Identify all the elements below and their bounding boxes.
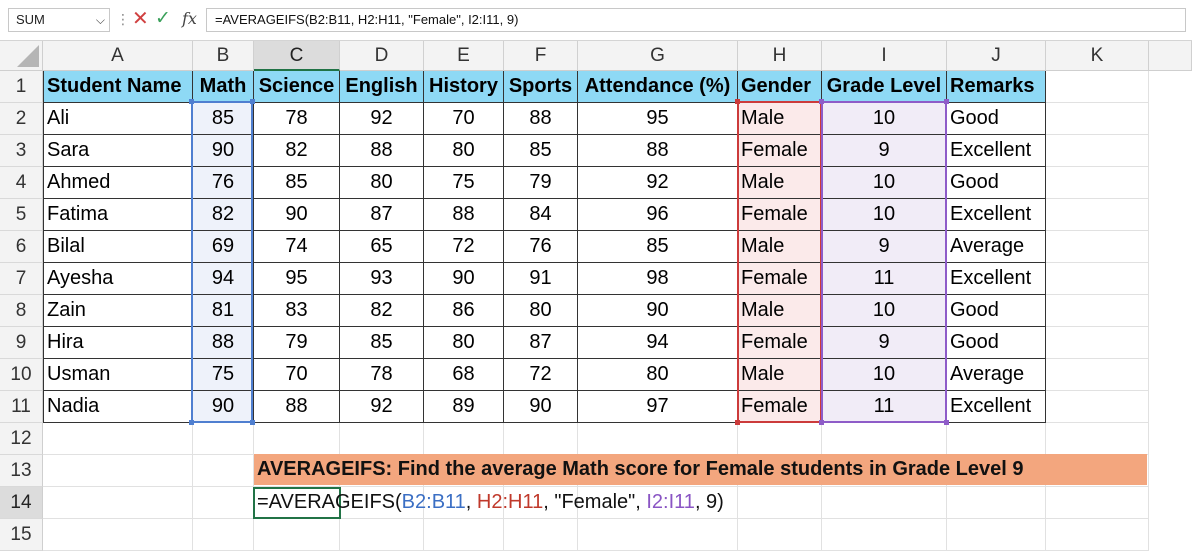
cell-english[interactable]: 82 [340, 295, 424, 327]
empty-cell[interactable] [738, 519, 822, 551]
cell-grade-level[interactable]: 9 [822, 135, 947, 167]
cell-sports[interactable]: 79 [504, 167, 578, 199]
cell-grade-level[interactable]: 10 [822, 359, 947, 391]
column-header-c[interactable]: C [254, 41, 340, 71]
table-row [43, 327, 1192, 359]
cell-attendance[interactable]: 90 [578, 295, 738, 327]
cell-remarks[interactable]: Good [947, 167, 1046, 199]
range-handle-i-tl[interactable] [819, 99, 824, 104]
empty-cell[interactable] [738, 487, 822, 519]
empty-cell[interactable] [822, 519, 947, 551]
cell-grade-level[interactable]: 10 [822, 167, 947, 199]
cell-k[interactable] [1046, 167, 1149, 199]
row-header-1[interactable]: 1 [0, 71, 43, 103]
cell-grade-level[interactable]: 9 [822, 231, 947, 263]
cell-attendance[interactable]: 92 [578, 167, 738, 199]
cell-attendance[interactable]: 88 [578, 135, 738, 167]
cell-grade-level[interactable]: 11 [822, 263, 947, 295]
table-row [43, 167, 1192, 199]
formula-bar-grip-icon: ⋮ [116, 11, 129, 27]
cell-science[interactable]: 79 [254, 327, 340, 359]
cell-remarks[interactable]: Good [947, 327, 1046, 359]
cell-english[interactable]: 85 [340, 327, 424, 359]
range-handle-h-tl[interactable] [735, 99, 740, 104]
header-cell-remarks[interactable]: Remarks [947, 71, 1046, 103]
cell-science[interactable]: 74 [254, 231, 340, 263]
empty-cell[interactable] [947, 423, 1046, 455]
cell-gender[interactable]: Male [738, 103, 822, 135]
row-header-13[interactable]: 13 [0, 455, 43, 487]
column-header-j[interactable]: J [947, 41, 1046, 71]
cell-student-name[interactable]: Fatima [43, 199, 193, 231]
empty-cell[interactable] [424, 519, 504, 551]
empty-cell[interactable] [193, 519, 254, 551]
cell-math[interactable]: 76 [193, 167, 254, 199]
empty-row [43, 423, 1192, 455]
row-header-8[interactable]: 8 [0, 295, 43, 327]
cell-science[interactable]: 78 [254, 103, 340, 135]
cell-gender[interactable]: Female [738, 263, 822, 295]
in-cell-formula[interactable] [257, 487, 724, 518]
cell-student-name[interactable]: Zain [43, 295, 193, 327]
range-handle-b-br[interactable] [250, 420, 255, 425]
cell-gender[interactable]: Male [738, 167, 822, 199]
formula-bar [0, 0, 1192, 40]
cell-attendance[interactable]: 85 [578, 231, 738, 263]
empty-cell[interactable] [822, 423, 947, 455]
cell-sports[interactable]: 91 [504, 263, 578, 295]
cell-history[interactable]: 86 [424, 295, 504, 327]
cell-k[interactable] [1046, 199, 1149, 231]
row-header-9[interactable]: 9 [0, 327, 43, 359]
cell-sports[interactable]: 87 [504, 327, 578, 359]
cell-sports[interactable]: 76 [504, 231, 578, 263]
cell-remarks[interactable]: Excellent [947, 199, 1046, 231]
cell-k1[interactable] [1046, 71, 1149, 103]
cell-math[interactable]: 94 [193, 263, 254, 295]
cell-history[interactable]: 80 [424, 135, 504, 167]
table-row [43, 135, 1192, 167]
row-header-12[interactable]: 12 [0, 423, 43, 455]
empty-cell[interactable] [43, 455, 193, 487]
cell-history[interactable]: 72 [424, 231, 504, 263]
empty-cell[interactable] [1046, 487, 1149, 519]
cell-history[interactable]: 68 [424, 359, 504, 391]
cell-grade-level[interactable]: 9 [822, 327, 947, 359]
cell-gender[interactable]: Male [738, 359, 822, 391]
range-handle-i-br[interactable] [944, 420, 949, 425]
table-header-row [43, 71, 1192, 103]
row-header-11[interactable]: 11 [0, 391, 43, 423]
cell-sports[interactable]: 90 [504, 391, 578, 423]
cell-english[interactable]: 93 [340, 263, 424, 295]
table-row [43, 103, 1192, 135]
column-header-i[interactable]: I [822, 41, 947, 71]
cell-grade-level[interactable]: 10 [822, 199, 947, 231]
formula-suffix: , 9) [694, 491, 724, 513]
range-handle-b-tr[interactable] [250, 99, 255, 104]
cell-english[interactable]: 88 [340, 135, 424, 167]
cell-history[interactable]: 88 [424, 199, 504, 231]
cell-student-name[interactable]: Usman [43, 359, 193, 391]
cell-science[interactable]: 88 [254, 391, 340, 423]
cell-remarks[interactable]: Excellent [947, 263, 1046, 295]
table-row [43, 295, 1192, 327]
cell-gender[interactable]: Female [738, 199, 822, 231]
empty-cell[interactable] [340, 423, 424, 455]
insert-function-icon[interactable]: fx [182, 9, 197, 28]
formula-ref-b2-b11: B2:B11 [401, 491, 466, 513]
cell-history[interactable]: 89 [424, 391, 504, 423]
empty-cell[interactable] [578, 519, 738, 551]
cell-k[interactable] [1046, 295, 1149, 327]
empty-cell[interactable] [254, 423, 340, 455]
table-row [43, 199, 1192, 231]
cancel-icon[interactable]: ✕ [132, 8, 149, 30]
range-handle-b-tl[interactable] [189, 99, 194, 104]
empty-row [43, 519, 1192, 551]
cell-gender[interactable]: Female [738, 391, 822, 423]
empty-cell[interactable] [578, 423, 738, 455]
cell-grade-level[interactable]: 11 [822, 391, 947, 423]
row-header-10[interactable]: 10 [0, 359, 43, 391]
empty-cell[interactable] [947, 487, 1046, 519]
formula-prefix: =AVERAGEIFS( [257, 491, 402, 513]
cell-math[interactable]: 85 [193, 103, 254, 135]
cell-english[interactable]: 87 [340, 199, 424, 231]
formula-ref-i2-i11: I2:I11 [646, 491, 695, 513]
cell-history[interactable]: 75 [424, 167, 504, 199]
range-handle-h-bl[interactable] [735, 420, 740, 425]
empty-cell[interactable] [340, 519, 424, 551]
cell-gender[interactable]: Female [738, 327, 822, 359]
name-box[interactable] [8, 8, 110, 32]
column-header-g[interactable]: G [578, 41, 738, 71]
column-header-f[interactable]: F [504, 41, 578, 71]
cell-k[interactable] [1046, 359, 1149, 391]
cell-sports[interactable]: 88 [504, 103, 578, 135]
cell-science[interactable]: 82 [254, 135, 340, 167]
row-headers [0, 71, 43, 551]
cell-math[interactable]: 90 [193, 135, 254, 167]
cell-history[interactable]: 80 [424, 327, 504, 359]
averageifs-title-cell[interactable]: AVERAGEIFS: Find the average Math score for Female students in Grade Level 9 [254, 454, 1147, 485]
cell-student-name[interactable]: Bilal [43, 231, 193, 263]
empty-cell[interactable] [947, 519, 1046, 551]
empty-cell[interactable] [43, 519, 193, 551]
cell-attendance[interactable]: 97 [578, 391, 738, 423]
cell-english[interactable]: 92 [340, 103, 424, 135]
row-header-15[interactable]: 15 [0, 519, 43, 551]
cell-k[interactable] [1046, 327, 1149, 359]
cell-attendance[interactable]: 96 [578, 199, 738, 231]
formula-input[interactable]: =AVERAGEIFS(B2:B11, H2:H11, "Female", I2:I11, 9) [206, 8, 1186, 32]
table-row [43, 263, 1192, 295]
row-header-5[interactable]: 5 [0, 199, 43, 231]
formula-ref-h2-h11: H2:H11 [476, 491, 544, 513]
cell-k[interactable] [1046, 103, 1149, 135]
name-box-value: SUM [16, 12, 45, 27]
column-header-d[interactable]: D [340, 41, 424, 71]
cell-attendance[interactable]: 95 [578, 103, 738, 135]
cell-sports[interactable]: 84 [504, 199, 578, 231]
cell-english[interactable]: 92 [340, 391, 424, 423]
range-handle-i-bl[interactable] [819, 420, 824, 425]
column-header-a[interactable]: A [43, 41, 193, 71]
cell-student-name[interactable]: Sara [43, 135, 193, 167]
cell-grade-level[interactable]: 10 [822, 295, 947, 327]
column-header-b[interactable]: B [193, 41, 254, 71]
cell-math[interactable]: 90 [193, 391, 254, 423]
cell-math[interactable]: 81 [193, 295, 254, 327]
cell-remarks[interactable]: Excellent [947, 391, 1046, 423]
column-header-e[interactable]: E [424, 41, 504, 71]
cell-english[interactable]: 78 [340, 359, 424, 391]
cell-attendance[interactable]: 94 [578, 327, 738, 359]
empty-cell[interactable] [1046, 519, 1149, 551]
cell-gender[interactable]: Female [738, 135, 822, 167]
chevron-down-icon[interactable]: ⌵ [95, 13, 105, 27]
formula-criteria: , "Female", [543, 491, 647, 513]
empty-cell[interactable] [193, 423, 254, 455]
formula-sep: , [465, 491, 477, 513]
header-cell-attendance[interactable]: Attendance (%) [578, 71, 738, 103]
cell-grade-level[interactable]: 10 [822, 103, 947, 135]
empty-cell[interactable] [193, 487, 254, 519]
header-cell-history[interactable]: History [424, 71, 504, 103]
cell-math[interactable]: 75 [193, 359, 254, 391]
cell-k[interactable] [1046, 231, 1149, 263]
header-cell-gender[interactable]: Gender [738, 71, 822, 103]
cell-student-name[interactable]: Hira [43, 327, 193, 359]
cell-student-name[interactable]: Nadia [43, 391, 193, 423]
column-headers [43, 41, 1192, 71]
empty-cell[interactable] [822, 487, 947, 519]
cell-english[interactable]: 80 [340, 167, 424, 199]
cell-sports[interactable]: 85 [504, 135, 578, 167]
cell-remarks[interactable]: Good [947, 295, 1046, 327]
header-cell-student-name[interactable]: Student Name [43, 71, 193, 103]
cell-remarks[interactable]: Good [947, 103, 1046, 135]
cell-attendance[interactable]: 80 [578, 359, 738, 391]
column-header-overflow [1149, 41, 1192, 71]
cell-remarks[interactable]: Average [947, 359, 1046, 391]
cell-gender[interactable]: Male [738, 295, 822, 327]
header-cell-science[interactable]: Science [254, 71, 340, 103]
header-cell-sports[interactable]: Sports [504, 71, 578, 103]
row-header-2[interactable]: 2 [0, 103, 43, 135]
cell-gender[interactable]: Male [738, 231, 822, 263]
empty-cell[interactable] [43, 423, 193, 455]
empty-cell[interactable] [254, 519, 340, 551]
cell-k[interactable] [1046, 135, 1149, 167]
cell-attendance[interactable]: 98 [578, 263, 738, 295]
empty-cell[interactable] [504, 423, 578, 455]
cell-science[interactable]: 95 [254, 263, 340, 295]
empty-cell[interactable] [43, 487, 193, 519]
row-header-3[interactable]: 3 [0, 135, 43, 167]
empty-cell[interactable] [738, 423, 822, 455]
cell-history[interactable]: 90 [424, 263, 504, 295]
cell-sports[interactable]: 72 [504, 359, 578, 391]
cell-student-name[interactable]: Ali [43, 103, 193, 135]
row-header-4[interactable]: 4 [0, 167, 43, 199]
header-cell-english[interactable]: English [340, 71, 424, 103]
cell-science[interactable]: 85 [254, 167, 340, 199]
row-header-6[interactable]: 6 [0, 231, 43, 263]
range-handle-b-bl[interactable] [189, 420, 194, 425]
cell-english[interactable]: 65 [340, 231, 424, 263]
cell-science[interactable]: 83 [254, 295, 340, 327]
column-header-k[interactable]: K [1046, 41, 1149, 71]
table-row [43, 359, 1192, 391]
cell-remarks[interactable]: Average [947, 231, 1046, 263]
select-all-button[interactable] [0, 41, 43, 71]
cell-k[interactable] [1046, 391, 1149, 423]
table-row [43, 391, 1192, 423]
cell-math[interactable]: 69 [193, 231, 254, 263]
cell-math[interactable]: 82 [193, 199, 254, 231]
column-header-h[interactable]: H [738, 41, 822, 71]
cell-history[interactable]: 70 [424, 103, 504, 135]
empty-cell[interactable] [424, 423, 504, 455]
header-cell-math[interactable]: Math [193, 71, 254, 103]
cell-science[interactable]: 90 [254, 199, 340, 231]
cell-math[interactable]: 88 [193, 327, 254, 359]
cell-student-name[interactable]: Ayesha [43, 263, 193, 295]
enter-check-icon[interactable]: ✓ [155, 8, 171, 29]
cell-sports[interactable]: 80 [504, 295, 578, 327]
worksheet-grid [0, 41, 1192, 551]
cell-remarks[interactable]: Excellent [947, 135, 1046, 167]
cell-k[interactable] [1046, 263, 1149, 295]
empty-cell[interactable] [193, 455, 254, 487]
range-handle-i-tr[interactable] [944, 99, 949, 104]
cell-student-name[interactable]: Ahmed [43, 167, 193, 199]
row-header-14[interactable]: 14 [0, 487, 43, 519]
empty-cell[interactable] [504, 519, 578, 551]
row-header-7[interactable]: 7 [0, 263, 43, 295]
table-row [43, 231, 1192, 263]
header-cell-grade-level[interactable]: Grade Level [822, 71, 947, 103]
empty-cell[interactable] [1046, 423, 1149, 455]
cell-science[interactable]: 70 [254, 359, 340, 391]
